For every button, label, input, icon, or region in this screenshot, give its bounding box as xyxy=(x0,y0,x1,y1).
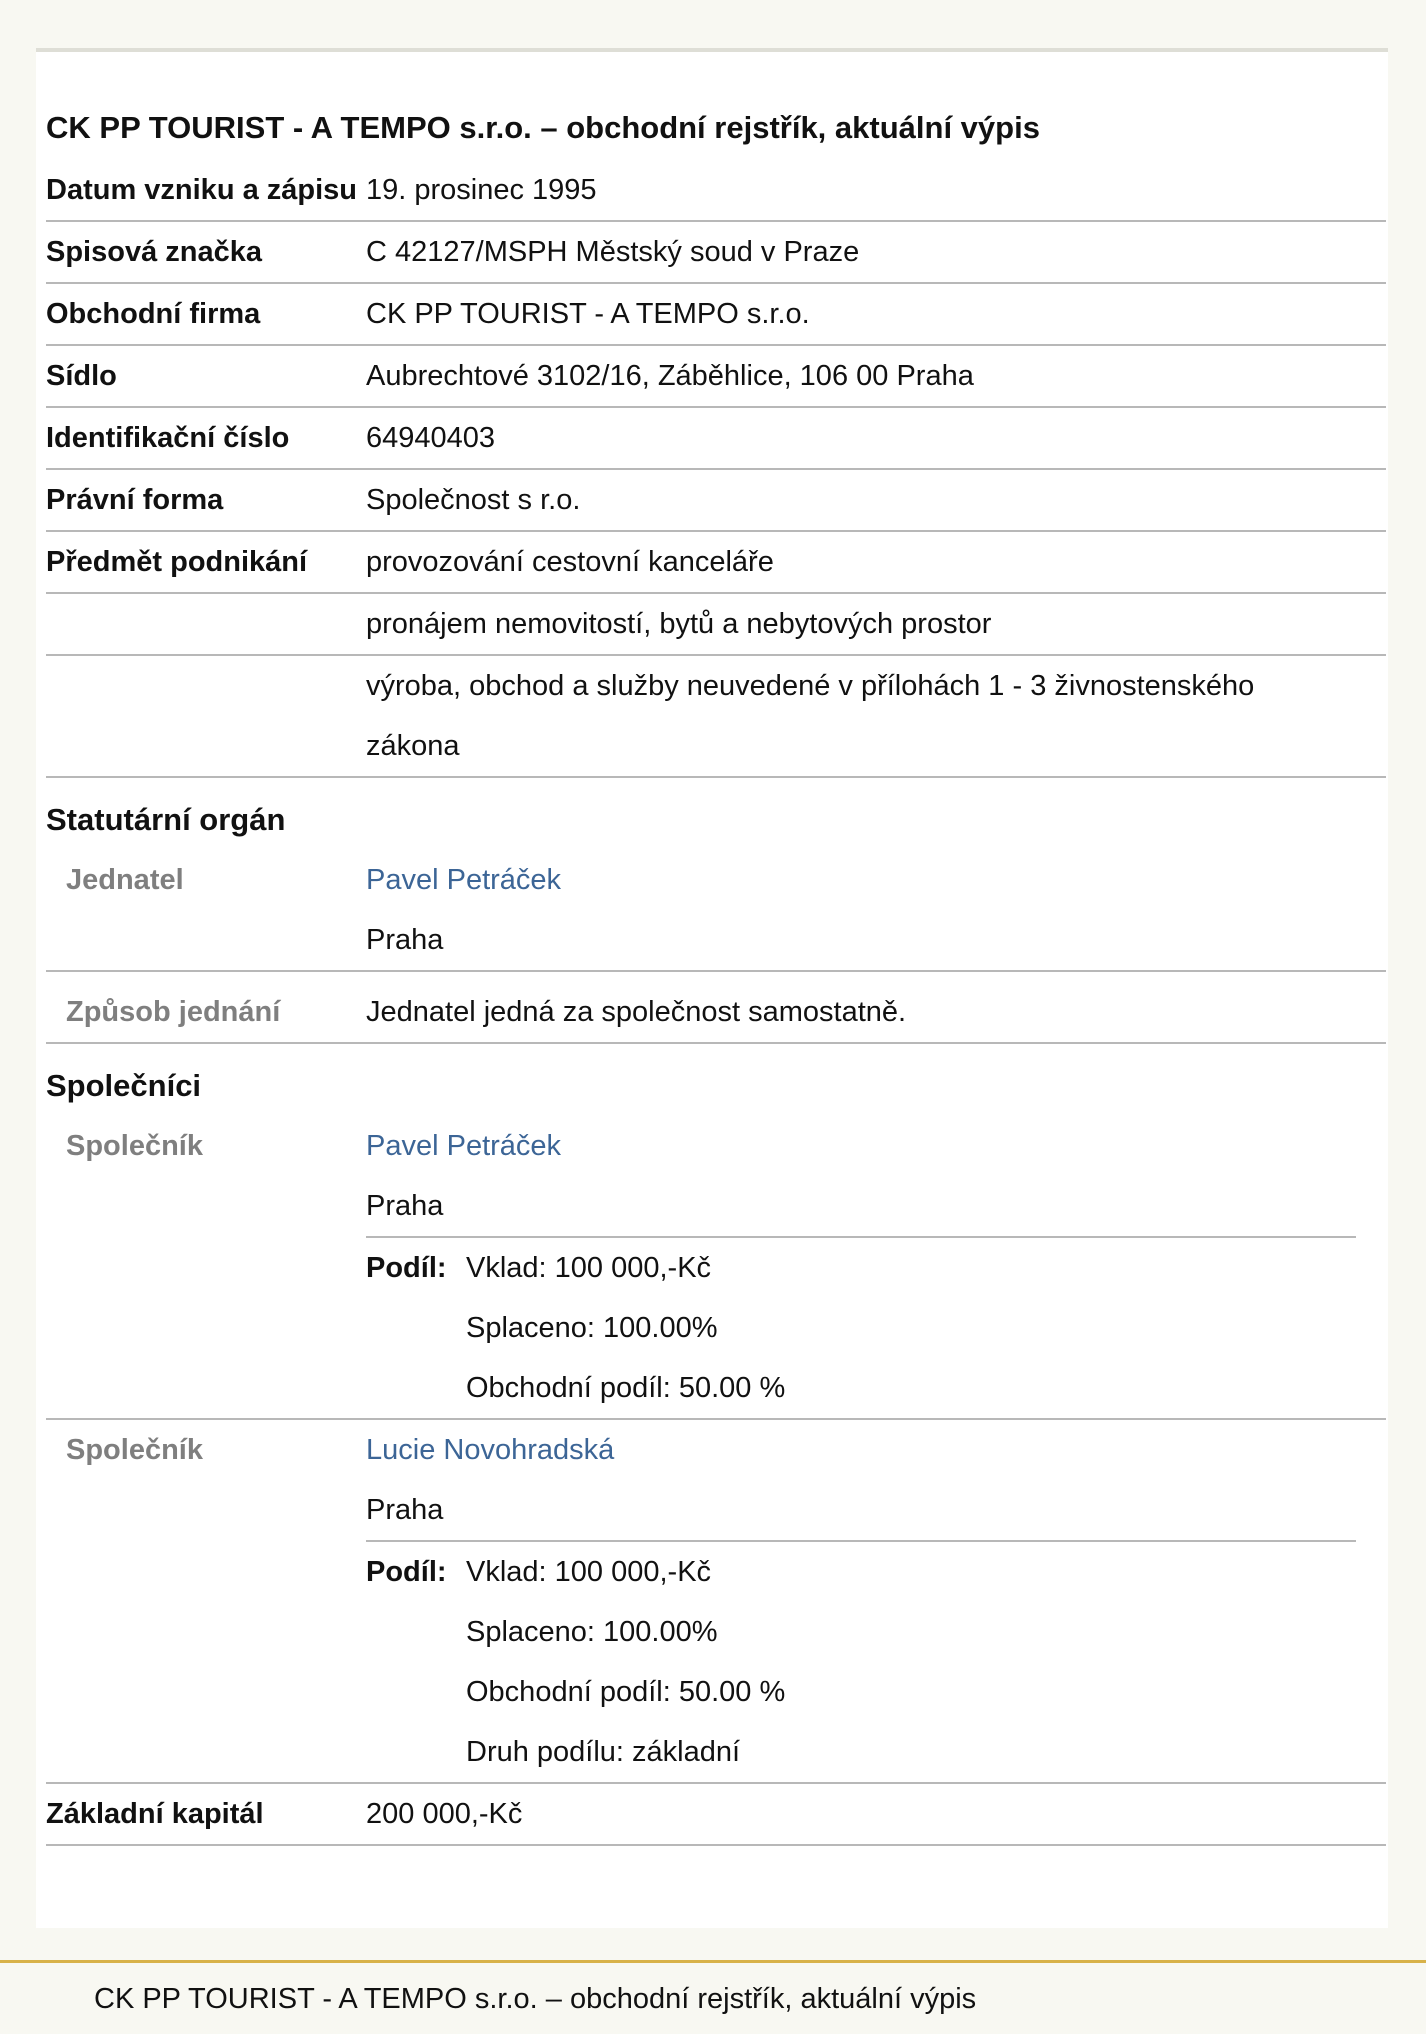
label-sidlo: Sídlo xyxy=(46,360,117,392)
row-spis xyxy=(46,222,1386,284)
label-ico: Identifikační číslo xyxy=(46,422,290,454)
value-zpusob: Jednatel jedná za společnost samostatně. xyxy=(366,996,907,1028)
footer-text: CK PP TOURIST - A TEMPO s.r.o. – obchodní rejstřík, aktuální výpis xyxy=(94,1983,977,2015)
row-sidlo xyxy=(46,346,1386,408)
label-firma: Obchodní firma xyxy=(46,298,261,330)
partner-1-share-label: Podíl: xyxy=(366,1252,447,1284)
partner-1-name-link[interactable]: Pavel Petráček xyxy=(366,1130,562,1162)
row-capital xyxy=(46,1784,1386,1846)
row-partner-1 xyxy=(46,1116,1386,1420)
partner-2-share-label: Podíl: xyxy=(366,1556,447,1588)
row-predmet-1 xyxy=(46,532,1386,594)
label-empty xyxy=(46,656,366,776)
label-partner-2: Společník xyxy=(66,1434,203,1466)
label-forma: Právní forma xyxy=(46,484,224,516)
partner-1-podil: Obchodní podíl: 50.00 % xyxy=(466,1372,786,1404)
row-forma xyxy=(46,470,1386,532)
partner-1-share xyxy=(366,1236,1356,1418)
page-title: CK PP TOURIST - A TEMPO s.r.o. – obchodní rejstřík, aktuální výpis xyxy=(46,110,1040,145)
value-ico: 64940403 xyxy=(366,422,496,454)
partner-2-druh: Druh podílu: základní xyxy=(466,1736,741,1768)
partner-1-share-values xyxy=(466,1238,785,1418)
label-spis: Spisová značka xyxy=(46,236,262,268)
partner-1-splaceno: Splaceno: 100.00% xyxy=(466,1312,718,1344)
value-predmet-1: provozování cestovní kanceláře xyxy=(366,546,774,578)
row-datum xyxy=(46,160,1386,222)
jednatel-name-link[interactable]: Pavel Petráček xyxy=(366,864,562,896)
row-partner-2 xyxy=(46,1420,1386,1784)
partner-2-name-link[interactable]: Lucie Novohradská xyxy=(366,1434,615,1466)
page-footer xyxy=(0,1960,1426,2034)
value-forma: Společnost s r.o. xyxy=(366,484,581,516)
row-jednatel xyxy=(46,850,1386,972)
partner-2-splaceno: Splaceno: 100.00% xyxy=(466,1616,718,1648)
row-predmet-3 xyxy=(46,656,1386,778)
partner-2-vklad: Vklad: 100 000,-Kč xyxy=(466,1556,712,1588)
label-partner-1: Společník xyxy=(66,1130,203,1162)
label-empty xyxy=(46,594,366,654)
value-datum: 19. prosinec 1995 xyxy=(366,174,597,206)
value-jednatel xyxy=(366,850,1386,970)
value-predmet-3: výroba, obchod a služby neuvedené v přílohách 1 - 3 živnostenského zákona xyxy=(366,670,1255,762)
partner-2-city: Praha xyxy=(366,1494,444,1526)
statutory-heading: Statutární orgán xyxy=(46,802,286,837)
value-partner-2 xyxy=(366,1420,1386,1782)
partner-2-share xyxy=(366,1540,1356,1782)
register-card xyxy=(36,48,1388,1928)
row-firma xyxy=(46,284,1386,346)
register-content xyxy=(46,96,1386,1846)
jednatel-city: Praha xyxy=(366,924,444,956)
value-spis: C 42127/MSPH Městský soud v Praze xyxy=(366,236,860,268)
label-capital: Základní kapitál xyxy=(46,1798,264,1830)
label-datum: Datum vzniku a zápisu xyxy=(46,174,358,206)
partner-1-vklad: Vklad: 100 000,-Kč xyxy=(466,1252,712,1284)
label-zpusob: Způsob jednání xyxy=(66,996,281,1028)
value-capital: 200 000,-Kč xyxy=(366,1798,523,1830)
value-partner-1 xyxy=(366,1116,1386,1418)
value-predmet-2: pronájem nemovitostí, bytů a nebytových prostor xyxy=(366,608,992,640)
partner-1-city: Praha xyxy=(366,1190,444,1222)
label-predmet: Předmět podnikání xyxy=(46,546,308,578)
label-jednatel: Jednatel xyxy=(66,864,184,896)
row-zpusob xyxy=(46,972,1386,1044)
partner-2-podil: Obchodní podíl: 50.00 % xyxy=(466,1676,786,1708)
row-predmet-2 xyxy=(46,594,1386,656)
partner-2-share-values xyxy=(466,1542,785,1782)
value-sidlo: Aubrechtové 3102/16, Záběhlice, 106 00 Praha xyxy=(366,360,974,392)
row-ico xyxy=(46,408,1386,470)
partners-heading: Společníci xyxy=(46,1068,202,1103)
value-firma: CK PP TOURIST - A TEMPO s.r.o. xyxy=(366,298,810,330)
